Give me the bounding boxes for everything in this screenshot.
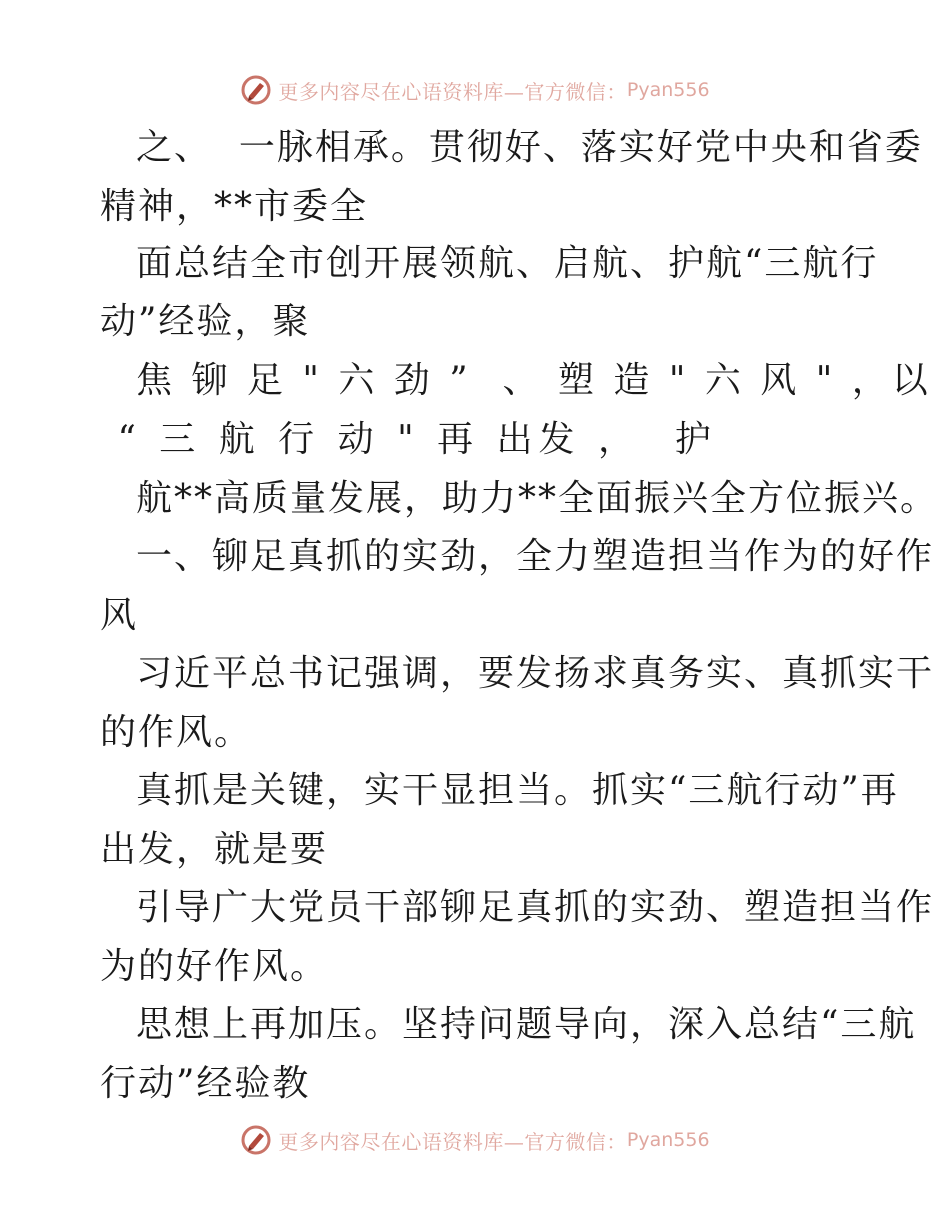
paragraph-line: 引导广大党员干部铆足真抓的实劲、塑造担当作 [136,887,935,928]
footer-watermark [0,1120,950,1160]
watermark-text: 更多内容尽在心语资料库—官方微信： [278,79,627,104]
section-heading: 一、铆足真抓的实劲，全力塑造担当作为的好作 [136,536,935,577]
paragraph-line: 动”经验，聚 [100,301,311,342]
paragraph-line: 为的好作风。 [100,946,329,987]
paragraph-line: 出发，就是要 [100,829,329,870]
paragraph-line: 面总结全市创开展领航、启航、护航“三航行 [136,243,879,284]
paragraph-line: 真抓是关键，实干显担当。抓实“三航行动”再 [136,770,899,811]
paragraph-line: 焦 铆 足 " 六 劲 ” 、 塑 造 " 六 风 " ，以 [136,360,932,401]
watermark-text: 更多内容尽在心语资料库—官方微信： [278,1129,627,1154]
paragraph-line: 思想上再加压。坚持问题导向，深入总结“三航 [136,1004,917,1045]
watermark-account: Pyan556 [626,1129,710,1151]
paragraph-line: 习近平总书记强调，要发扬求真务实、真抓实干 [136,653,935,694]
paragraph-line: “ 三 航 行 动 " 再 出发 ， 护 [100,419,717,460]
paragraph-line: 之、 一脉相承。贯彻好、落实好党中央和省委 [136,127,923,168]
paragraph-line: 航**高质量发展，助力**全面振兴全方位振兴。 [136,478,939,519]
paragraph-line: 精神，**市委全 [100,186,369,227]
paragraph-line: 行动”经验教 [100,1063,311,1104]
pen-seal-icon [240,1124,272,1156]
paragraph-line: 的作风。 [100,712,253,753]
watermark-account: Pyan556 [626,79,710,101]
section-heading-continued: 风 [100,595,139,636]
